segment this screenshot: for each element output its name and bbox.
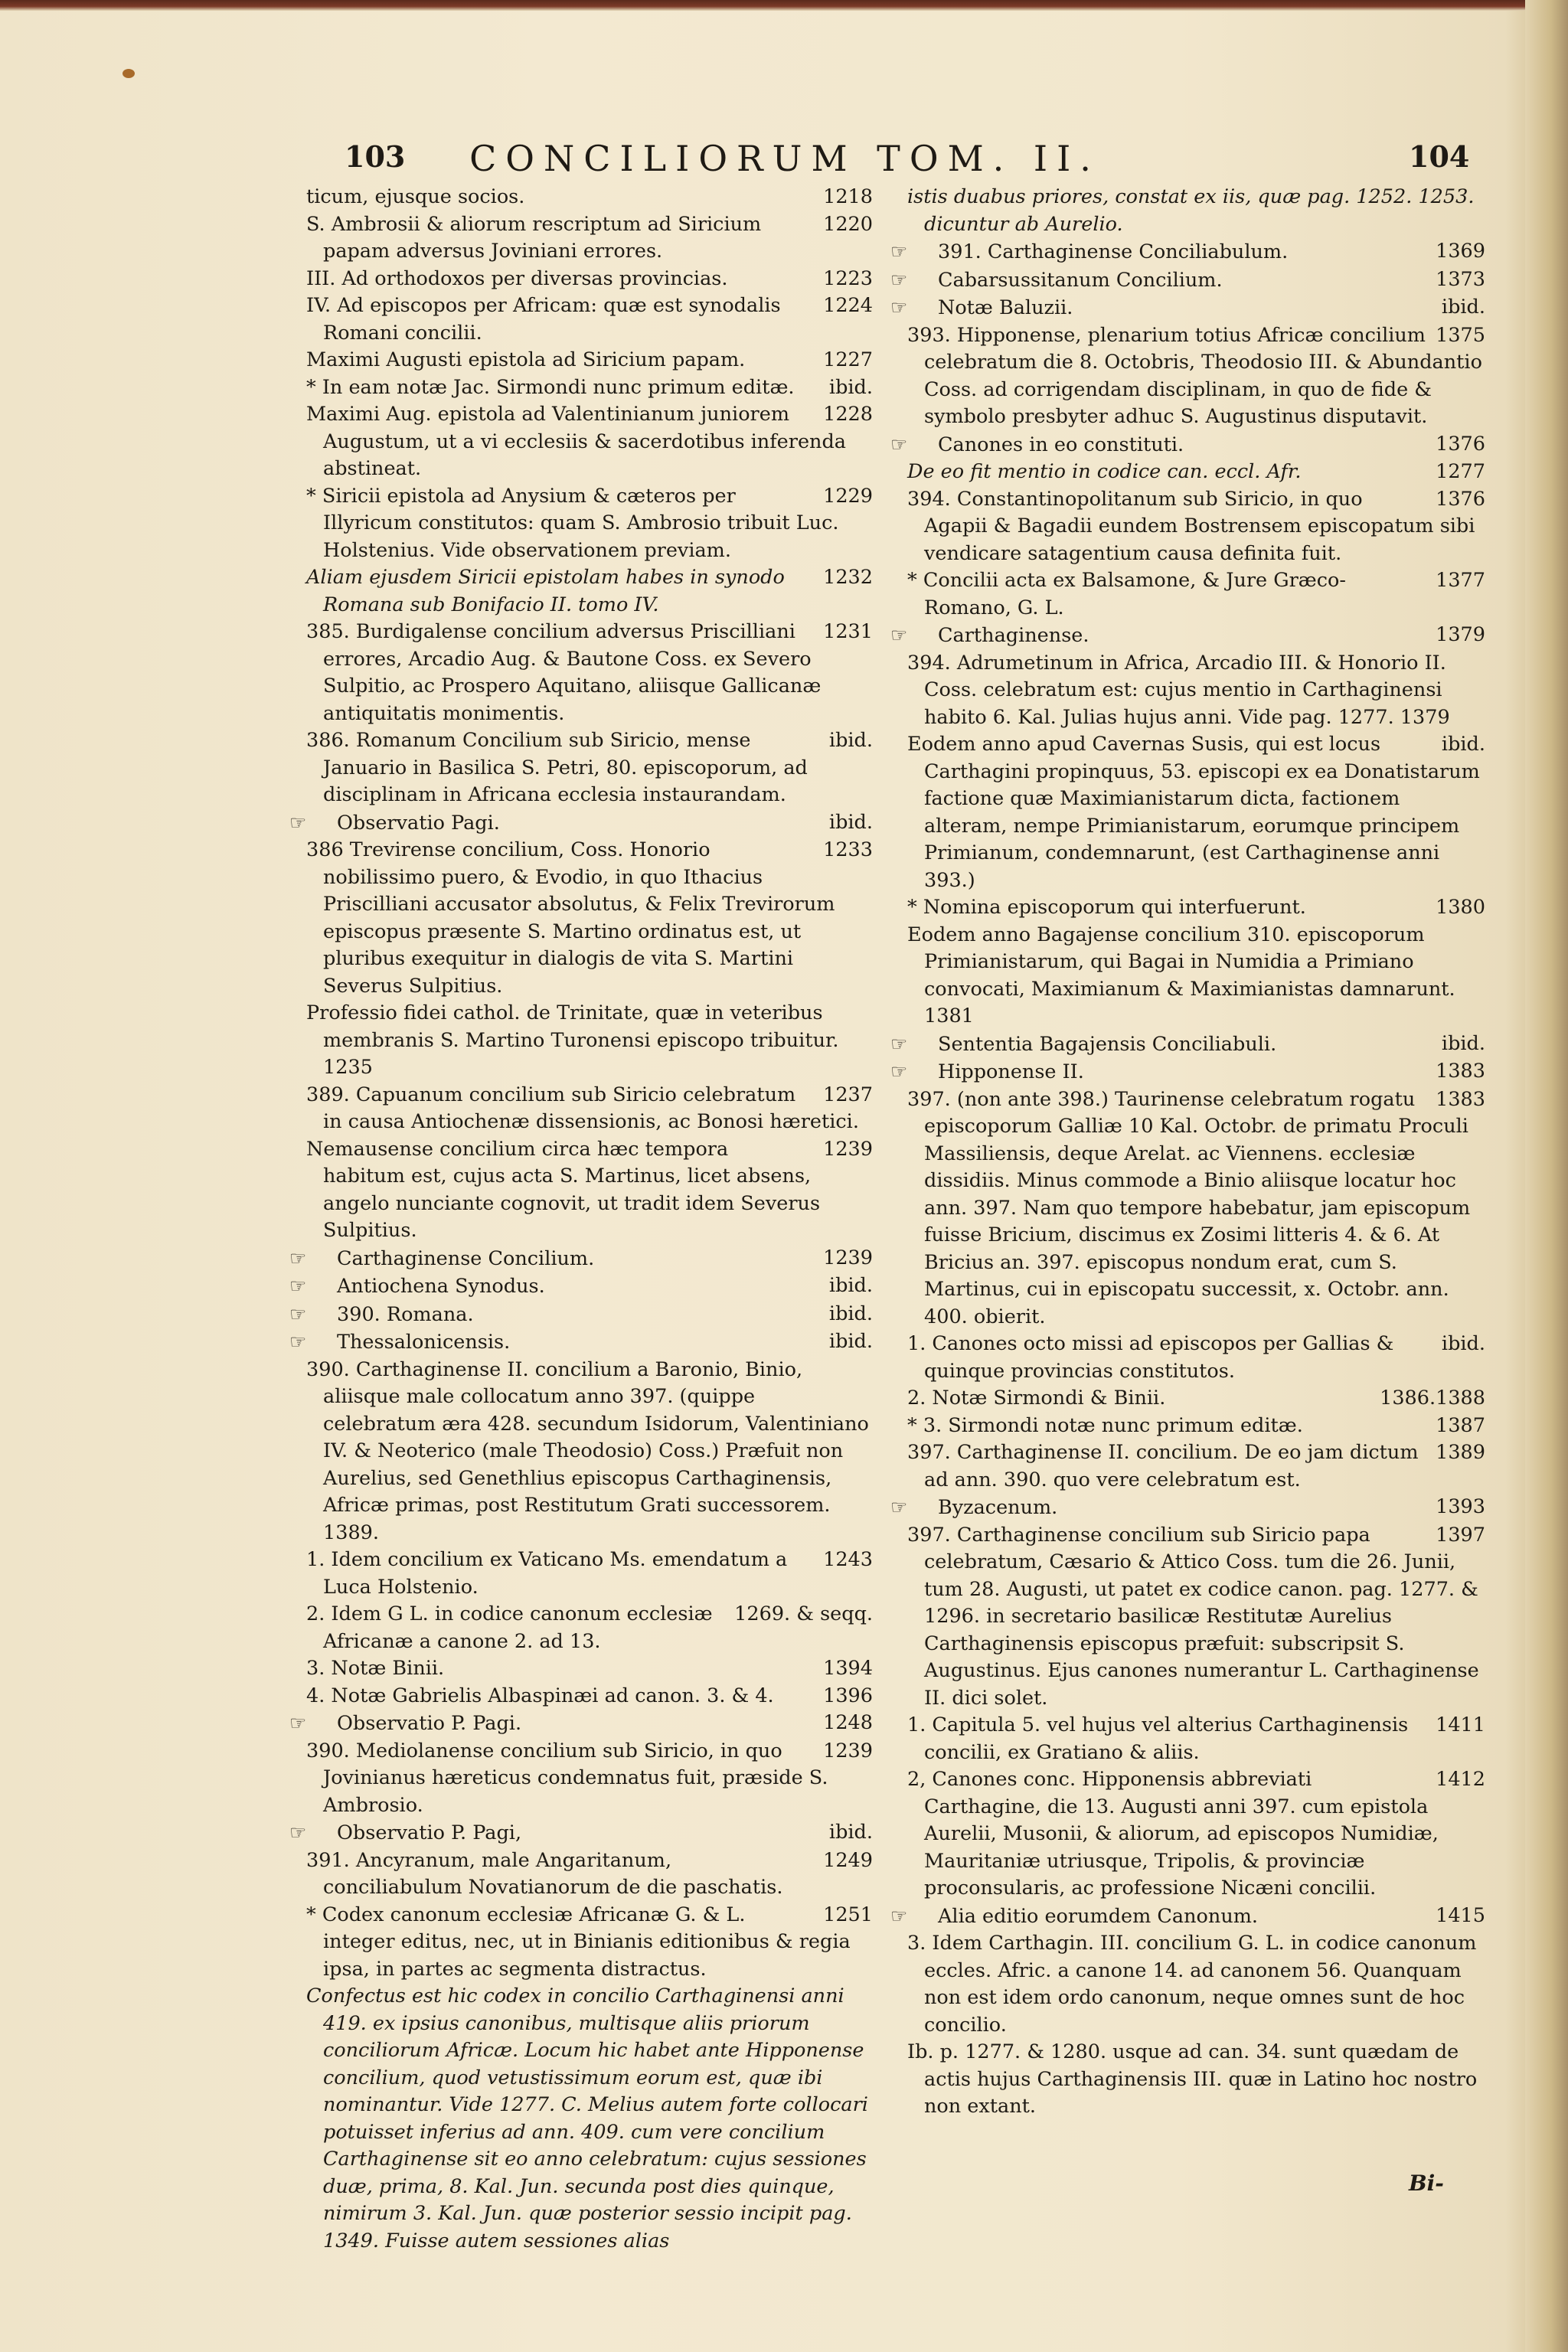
entry-text: 397. Carthaginense concilium sub Siricio papa celebratum, Cæsario & Attico Coss. tum die 26. Junii, tum 28. Augusti, ut patet ex codice canon. pag. 1277. & 1296. in secretario basilicæ Restitutæ Aurelius Carthaginensis episcopus præfuit: subscripsit S. Augustinus. Ejus canones numerantur L. Carthaginense II. dici solet.: [907, 1523, 1479, 1710]
page-reference: 1224: [823, 294, 873, 317]
page-reference: ibid.: [828, 729, 873, 752]
index-entry: [306, 211, 873, 266]
page-reference: 1249: [823, 1848, 873, 1872]
entry-text: * 3. Sirmondi notæ nunc primum editæ.: [907, 1413, 1303, 1437]
page-reference: 1229: [823, 484, 873, 508]
page-number-right: 104: [1409, 139, 1470, 174]
pointing-hand-icon: ☞: [289, 1331, 307, 1353]
index-entry: [890, 1058, 1485, 1086]
pointing-hand-icon: ☞: [890, 1060, 908, 1083]
page-reference: ibid.: [828, 1330, 873, 1353]
entry-text: Sententia Bagajensis Conciliabuli.: [938, 1032, 1277, 1056]
page-reference: 1411: [1436, 1713, 1485, 1736]
index-entry: [907, 567, 1485, 622]
pointing-hand-icon: ☞: [289, 1712, 307, 1734]
entry-text: 397. (non ante 398.) Taurinense celebratum rogatu episcoporum Galliæ 10 Kal. Octobr. de primatu Proculi Massiliensis, deque Arelat. ac Viennens. ecclesiæ dissidiis. Minus commode a Binio aliisque locatur hoc ann. 397. Nam quo tempore habebatur, jam episcopum fuisse Bricium, discimus ex Zosimi litteris 4. & 6. At Bricius an. 397. episcopus nondum erat, cum S. Martinus, cui in episcopatu successit, x. Octobr. ann. 400. obierit.: [907, 1087, 1471, 1328]
index-entry: [306, 1136, 873, 1245]
right-column: [890, 184, 1485, 2121]
index-entry: [890, 1494, 1485, 1522]
index-entry: [907, 1086, 1485, 1331]
entry-text: De eo fit mentio in codice can. eccl. Afr.: [907, 460, 1302, 483]
left-column: [289, 184, 873, 2255]
page-reference: 1248: [823, 1711, 873, 1734]
entry-text: 1. Canones octo missi ad episcopos per Gallias & quinque provincias constitutos.: [907, 1332, 1394, 1383]
page-reference: 1237: [823, 1083, 873, 1106]
entry-text: * Concilii acta ex Balsamone, & Jure Græco-Romano, G. L.: [907, 569, 1347, 619]
entry-text: 1. Idem concilium ex Vaticano Ms. emendatum a Luca Holstenio.: [306, 1548, 788, 1599]
index-entry: [306, 1357, 873, 1547]
entry-text: * Codex canonum ecclesiæ Africanæ G. & L. integer editus, nec, ut in Binianis editionibus & regia ipsa, in partes ac segmenta distractus.: [306, 1903, 851, 1981]
index-entry: [306, 1655, 873, 1683]
entry-text: Hipponense II.: [938, 1060, 1084, 1083]
page-reference: 1412: [1436, 1768, 1485, 1791]
pointing-hand-icon: ☞: [890, 268, 908, 291]
entry-text: Antiochena Synodus.: [337, 1275, 545, 1298]
page-reference: 1232: [823, 566, 873, 589]
page-reference: ibid.: [828, 1302, 873, 1325]
page-reference: 1389: [1436, 1441, 1485, 1464]
index-entry: [907, 1712, 1485, 1766]
pointing-hand-icon: ☞: [890, 624, 908, 646]
page-reference: 1239: [823, 1739, 873, 1762]
page-reference: 1397: [1436, 1523, 1485, 1547]
index-entry: [907, 1331, 1485, 1385]
page-reference: 1394: [823, 1657, 873, 1680]
page-reference: 1383: [1436, 1087, 1485, 1111]
entry-text: Professio fidei cathol. de Trinitate, quæ in veteribus membranis S. Martino Turonensi episcopo tribuitur. 1235: [306, 1001, 839, 1079]
pointing-hand-icon: ☞: [289, 1275, 307, 1297]
index-entry: [907, 1413, 1485, 1440]
entry-text: Observatio P. Pagi,: [337, 1821, 522, 1844]
pointing-hand-icon: ☞: [890, 296, 908, 318]
pointing-hand-icon: ☞: [890, 240, 908, 263]
page-reference: 1231: [823, 620, 873, 643]
pointing-hand-icon: ☞: [289, 811, 307, 834]
index-entry: [306, 1683, 873, 1710]
page-reference: 1387: [1436, 1413, 1485, 1437]
index-entry: [907, 486, 1485, 568]
page-reference: 1377: [1436, 569, 1485, 592]
index-entry: [289, 1301, 873, 1329]
index-entry: [306, 1847, 873, 1902]
entry-text: Carthaginense Concilium.: [337, 1246, 595, 1270]
index-entry: [890, 1031, 1485, 1059]
index-entry: [306, 619, 873, 727]
index-entry: [306, 347, 873, 374]
ink-stain: [122, 69, 135, 78]
page-reference: 1386.1388: [1380, 1387, 1485, 1410]
pointing-hand-icon: ☞: [289, 1821, 307, 1844]
index-entry: [306, 292, 873, 347]
page-reference: 1277: [1436, 460, 1485, 483]
index-entry: [907, 650, 1485, 732]
index-entry: [306, 727, 873, 809]
index-entry: [890, 294, 1485, 322]
page-reference: 1220: [823, 212, 873, 236]
index-entry: [907, 1522, 1485, 1713]
entry-text: 385. Burdigalense concilium adversus Priscilliani errores, Arcadio Aug. & Bautone Coss. ex Severo Sulpitio, ac Prospero Aquitano, aliisque Gallicanæ antiquitatis monimentis.: [306, 620, 822, 725]
entry-text: Observatio Pagi.: [337, 811, 500, 835]
index-entry: [306, 374, 873, 402]
index-entry: [907, 322, 1485, 431]
index-entry: [306, 1547, 873, 1601]
entry-text: Aliam ejusdem Siricii epistolam habes in synodo Romana sub Bonifacio II. tomo IV.: [306, 566, 785, 616]
page-reference: 1375: [1436, 323, 1485, 347]
page-reference: 1380: [1436, 896, 1485, 919]
entry-text: Maximi Aug. epistola ad Valentinianum juniorem Augustum, ut a vi ecclesiis & sacerdotibus inferenda abstineat.: [306, 403, 846, 480]
page-reference: 1233: [823, 838, 873, 861]
entry-text: 390. Mediolanense concilium sub Siricio, in quo Jovinianus hæreticus condemnatus fuit, præside S. Ambrosio.: [306, 1739, 828, 1817]
index-entry: [907, 731, 1485, 894]
entry-text: Ib. p. 1277. & 1280. usque ad can. 34. sunt quædam de actis hujus Carthaginensis III. quæ in Latino hoc nostro non extant.: [907, 2040, 1478, 2118]
entry-text: * In eam notæ Jac. Sirmondi nunc primum editæ.: [306, 375, 795, 399]
pointing-hand-icon: ☞: [289, 1246, 307, 1269]
index-entry: [306, 1902, 873, 1984]
entry-text: III. Ad orthodoxos per diversas provincias.: [306, 266, 728, 290]
entry-text: * Nomina episcoporum qui interfuerunt.: [907, 896, 1306, 919]
page-reference: 1251: [823, 1903, 873, 1926]
index-entry: [306, 483, 873, 565]
pointing-hand-icon: ☞: [890, 1496, 908, 1518]
pointing-hand-icon: ☞: [289, 1302, 307, 1325]
index-entry: [289, 809, 873, 838]
page-reference: 1218: [823, 185, 873, 208]
index-entry: [907, 894, 1485, 922]
index-entry: [306, 184, 873, 211]
page-reference: 1243: [823, 1548, 873, 1571]
page-fore-edge: [1525, 0, 1568, 2352]
entry-text: 390. Romana.: [337, 1302, 474, 1326]
page-reference: 1239: [823, 1137, 873, 1161]
entry-text: 397. Carthaginense II. concilium. De eo jam dictum ad ann. 390. quo vere celebratum est.: [907, 1441, 1419, 1491]
entry-text: 391. Ancyranum, male Angaritanum, conciliabulum Novatianorum de die paschatis.: [306, 1848, 783, 1899]
pointing-hand-icon: ☞: [890, 1032, 908, 1055]
entry-text: 386. Romanum Concilium sub Siricio, mense Januario in Basilica S. Petri, 80. episcoporum, ad disciplinam in Africana ecclesia instaurandam.: [306, 729, 808, 806]
index-entry: [289, 1710, 873, 1738]
entry-text: 394. Adrumetinum in Africa, Arcadio III. & Honorio II. Coss. celebratum est: cujus mentio in Carthaginensi habito 6. Kal. Julias hujus anni. Vide pag. 1277. 1379: [907, 651, 1450, 729]
entry-text: 2. Notæ Sirmondi & Binii.: [907, 1387, 1166, 1410]
page-reference: ibid.: [828, 1821, 873, 1844]
page-reference: ibid.: [828, 810, 873, 834]
index-entry: [306, 1082, 873, 1136]
index-entry: [306, 564, 873, 619]
entry-text: 2. Idem G L. in codice canonum ecclesiæ Africanæ a canone 2. ad 13.: [306, 1602, 713, 1653]
page-reference: 1369: [1436, 240, 1485, 263]
entry-text: 393. Hipponense, plenarium totius Africæ concilium celebratum die 8. Octobris, Theodosio III. & Abundantio Coss. ad corrigendam disciplinam, in quo de fide & symbolo presbyter adhuc S. Augustinus disputavit.: [907, 323, 1482, 428]
entry-text: Confectus est hic codex in concilio Carthaginensi anni 419. ex ipsius canonibus, multisque aliis priorum conciliorum Africæ. Locum hic habet ante Hipponense concilium, quod vetustissimum eorum est, quæ ibi nominantur. Vide 1277. C. Melius autem forte collocari potuisset inferius ad ann. 409. cum vere concilium Carthaginense sit eo anno celebratum: cujus sessiones duæ, prima, 8. Kal. Jun. secunda post dies quinque, nimirum 3. Kal. Jun. quæ posterior sessio incipit pag. 1349. Fuisse autem sessiones alias: [306, 1984, 868, 2252]
index-entry: [289, 1819, 873, 1847]
index-entry: [890, 622, 1485, 650]
entry-text: Thessalonicensis.: [337, 1331, 511, 1354]
entry-text: 3. Notæ Binii.: [306, 1657, 445, 1680]
page-reference: ibid.: [1441, 1031, 1485, 1055]
entry-text: S. Ambrosii & aliorum rescriptum ad Siricium papam adversus Joviniani errores.: [306, 212, 762, 263]
page-reference: 1393: [1436, 1495, 1485, 1518]
entry-text: 2, Canones conc. Hipponensis abbreviati Carthagine, die 13. Augusti anni 397. cum epistola Aurelii, Musonii, & aliorum, ad episcopos Numidiæ, Mauritaniæ utriusque, Tripolis, & provinciæ proconsularis, ac professione Nicæni concilii.: [907, 1768, 1439, 1900]
page-reference: 1269. & seqq.: [734, 1602, 873, 1625]
entry-text: 4. Notæ Gabrielis Albaspinæi ad canon. 3. & 4.: [306, 1684, 774, 1707]
entry-text: 386 Trevirense concilium, Coss. Honorio nobilissimo puero, & Evodio, in quo Ithacius Priscilliani accusator absolutus, & Felix Trevirorum episcopus præsente S. Martino ordinatus est, ut pluribus exequitur in dialogis de vita S. Martini Severus Sulpitius.: [306, 838, 835, 998]
page-number-left: 103: [345, 139, 406, 174]
entry-text: * Siricii epistola ad Anysium & cæteros per Illyricum constitutos: quam S. Ambrosio tribuit Luc. Holstenius. Vide observationem previam.: [306, 484, 839, 562]
book-cover-edge: [0, 0, 1568, 11]
entry-text: Nemausense concilium circa hæc tempora habitum est, cujus acta S. Martinus, licet absens, angelo nunciante cognovit, ut tradit idem Severus Sulpitius.: [306, 1137, 821, 1242]
page-reference: 1376: [1436, 487, 1485, 511]
entry-text: 3. Idem Carthagin. III. concilium G. L. in codice canonum eccles. Afric. a canone 14. ad canonem 56. Quanquam non est idem ordo canonum, neque omnes sunt de hoc concilio.: [907, 1932, 1477, 2037]
entry-text: Maximi Augusti epistola ad Siricium papam.: [306, 348, 746, 371]
page-reference: 1396: [823, 1684, 873, 1707]
index-entry: [289, 1272, 873, 1301]
page-reference: 1227: [823, 348, 873, 371]
running-title: CONCILIORUM TOM. II.: [469, 138, 1100, 179]
index-entry: [306, 266, 873, 293]
page-reference: ibid.: [1441, 733, 1485, 756]
page-reference: 1415: [1436, 1903, 1485, 1927]
entry-text: Observatio P. Pagi.: [337, 1712, 522, 1735]
page-reference: ibid.: [1441, 296, 1485, 318]
index-entry: [907, 1439, 1485, 1494]
page-reference: ibid.: [828, 375, 873, 399]
index-entry: [890, 431, 1485, 459]
entry-text: Eodem anno apud Cavernas Susis, qui est locus Carthagini propinquus, 53. episcopi ex ea Donatistarum factione quæ Maximianistarum dicta, factionem alteram, nempe Primianistarum, eorumque principem Primianum, condemnarunt, (est Carthaginense anni 393.): [907, 733, 1480, 892]
page-reference: 1239: [823, 1246, 873, 1269]
pointing-hand-icon: ☞: [890, 1904, 908, 1927]
index-entry: [306, 1983, 873, 2255]
index-entry: [890, 1903, 1485, 1931]
index-entry: [907, 1766, 1485, 1903]
entry-text: IV. Ad episcopos per Africam: quæ est synodalis Romani concilii.: [306, 294, 781, 345]
page-reference: 1373: [1436, 267, 1485, 291]
page-reference: 1376: [1436, 432, 1485, 456]
index-entry: [289, 1328, 873, 1357]
index-entry: [907, 922, 1485, 1031]
index-entry: [306, 1000, 873, 1082]
index-entry: [890, 238, 1485, 266]
entry-text: Carthaginense.: [938, 624, 1089, 647]
entry-text: 390. Carthaginense II. concilium a Baronio, Binio, aliisque male collocatum anno 397. (quippe celebratum æra 428. secundum Isidorum, Valentiniano IV. & Neoterico (male Theodosio) Coss.) Præfuit non Aurelius, sed Genethlius episcopus Carthaginensis, Africæ primas, post Restitutum Grati successorem. 1389.: [306, 1357, 869, 1544]
index-entry: [289, 1245, 873, 1273]
page-reference: 1223: [823, 266, 873, 290]
index-entry: [907, 2039, 1485, 2121]
index-entry: [306, 837, 873, 1000]
entry-text: ticum, ejusque socios.: [306, 185, 525, 208]
catchword: Bi-: [1409, 2171, 1444, 2196]
page-reference: ibid.: [1441, 1332, 1485, 1355]
entry-text: Alia editio eorumdem Canonum.: [938, 1904, 1259, 1928]
page-reference: 1383: [1436, 1060, 1485, 1083]
entry-text: 389. Capuanum concilium sub Siricio celebratum in causa Antiochenæ dissensionis, ac Bonosi hæretici.: [306, 1083, 859, 1133]
index-entry: [890, 266, 1485, 295]
entry-text: 391. Carthaginense Conciliabulum.: [938, 240, 1289, 263]
index-entry: [306, 1738, 873, 1820]
pointing-hand-icon: ☞: [890, 433, 908, 456]
entry-text: Cabarsussitanum Concilium.: [938, 268, 1223, 292]
entry-text: 1. Capitula 5. vel hujus vel alterius Carthaginensis concilii, ex Gratiano & aliis.: [907, 1713, 1409, 1764]
entry-text: istis duabus priores, constat ex iis, quæ pag. 1252. 1253. dicuntur ab Aurelio.: [907, 185, 1475, 236]
entry-text: Canones in eo constituti.: [938, 433, 1184, 456]
entry-text: Byzacenum.: [938, 1496, 1058, 1519]
index-entry: [907, 184, 1485, 238]
index-entry: [306, 1601, 873, 1655]
entry-text: 394. Constantinopolitanum sub Siricio, in quo Agapii & Bagadii eundem Bostrensem episcopatum sibi vendicare satagentium causa definita fuit.: [907, 487, 1475, 565]
page-reference: 1228: [823, 403, 873, 426]
page-reference: ibid.: [828, 1274, 873, 1297]
index-entry: [907, 1385, 1485, 1413]
entry-text: Eodem anno Bagajense concilium 310. episcoporum Primianistarum, qui Bagai in Numidia a Primiano convocati, Maximianum & Maximianistas damnarunt. 1381: [907, 923, 1455, 1027]
index-entry: [306, 401, 873, 483]
entry-text: Notæ Baluzii.: [938, 296, 1073, 319]
page-reference: 1379: [1436, 623, 1485, 646]
index-entry: [907, 1930, 1485, 2039]
index-entry: [907, 459, 1485, 486]
